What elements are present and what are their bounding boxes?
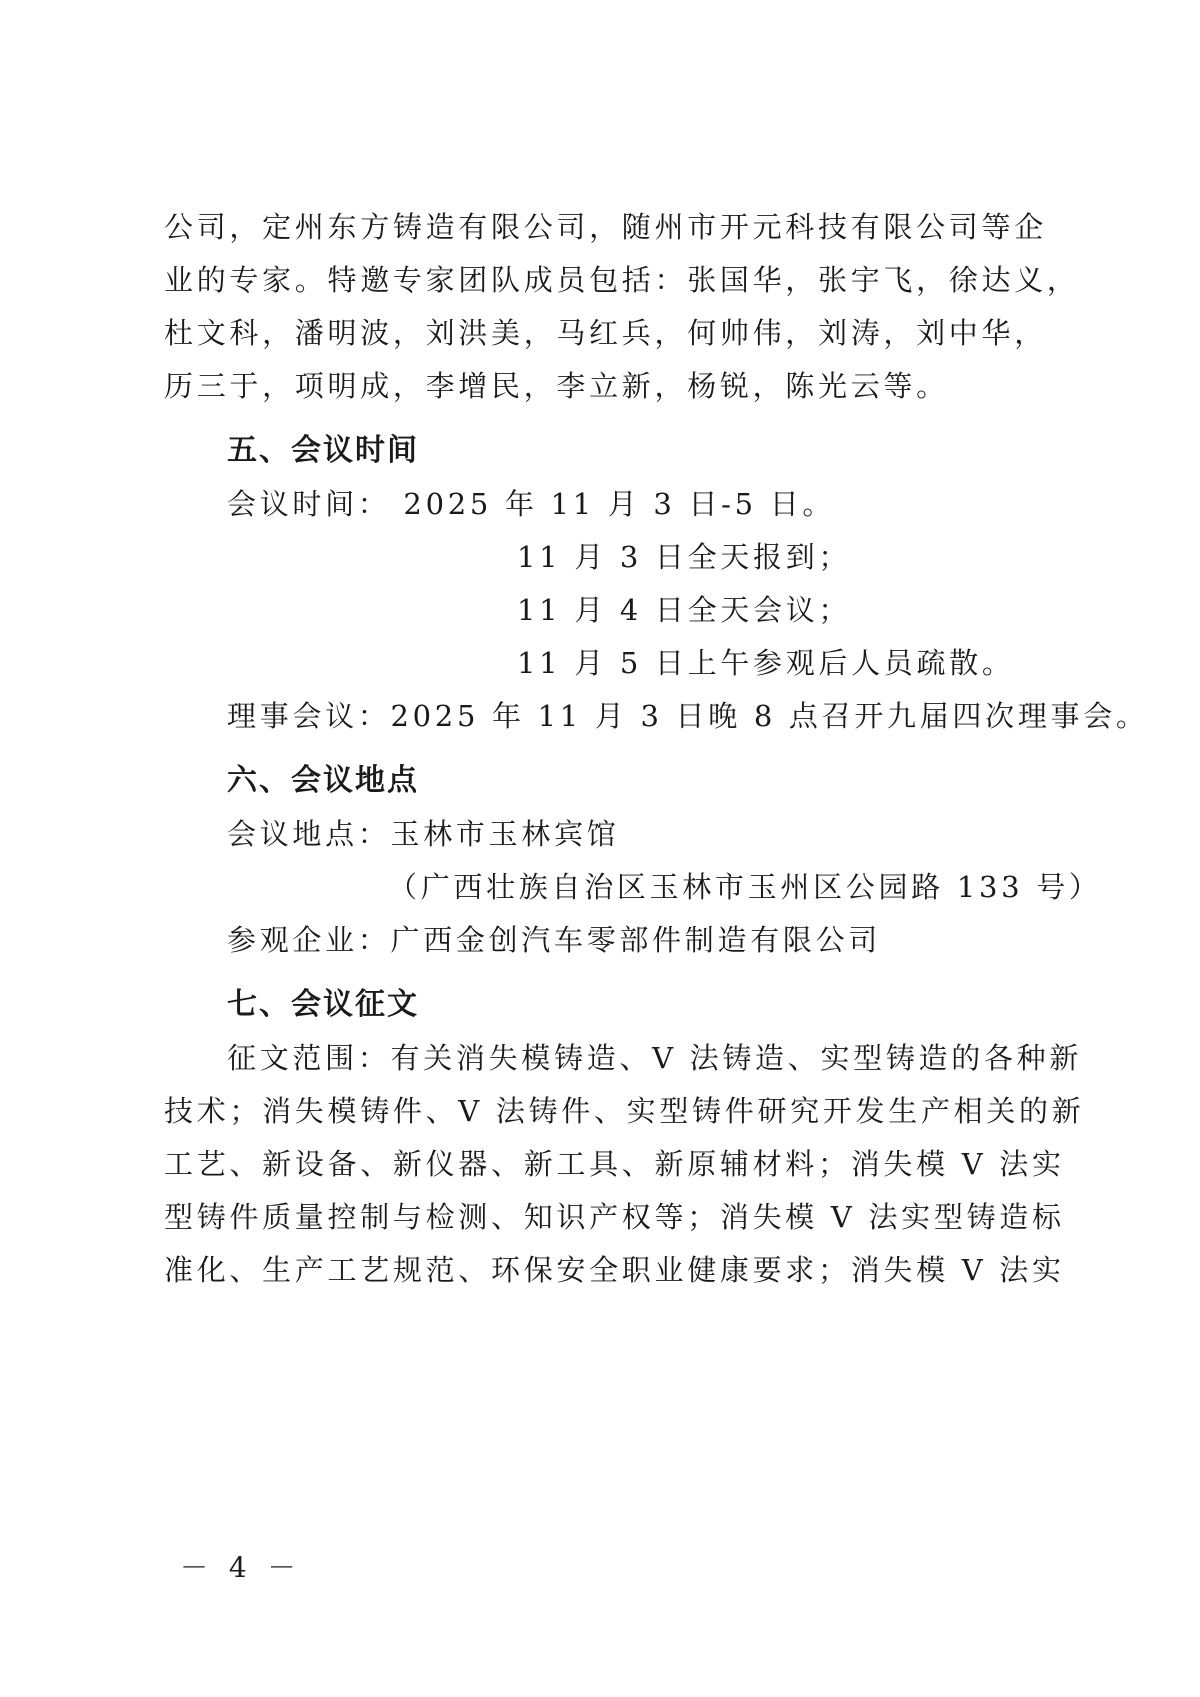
- venue-line: 会议地点：玉林市玉林宾馆: [227, 817, 620, 851]
- paragraph-line: 技术；消失模铸件、V 法铸件、实型铸件研究开发生产相关的新: [164, 1094, 1085, 1128]
- schedule-item: 11 月 5 日上午参观后人员疏散。: [517, 646, 1015, 680]
- section-heading-meeting-venue: 六、会议地点: [227, 763, 419, 798]
- page-number: － 4 －: [180, 1551, 302, 1584]
- paragraph-line: 工艺、新设备、新仪器、新工具、新原辅材料；消失模 V 法实: [164, 1147, 1065, 1181]
- section-heading-call-for-papers: 七、会议征文: [227, 987, 419, 1022]
- section-heading-meeting-time: 五、会议时间: [227, 433, 419, 468]
- schedule-item: 11 月 3 日全天报到；: [517, 540, 852, 574]
- schedule-item: 11 月 4 日全天会议；: [517, 593, 852, 627]
- paragraph-line: 业的专家。特邀专家团队成员包括：张国华，张宇飞，徐达义，: [164, 263, 1080, 297]
- paragraph-line: 公司，定州东方铸造有限公司，随州市开元科技有限公司等企: [164, 210, 1047, 244]
- paragraph-line: 征文范围：有关消失模铸造、V 法铸造、实型铸造的各种新: [227, 1041, 1083, 1075]
- visit-company-line: 参观企业：广西金创汽车零部件制造有限公司: [227, 923, 882, 957]
- paragraph-line: 型铸件质量控制与检测、知识产权等；消失模 V 法实型铸造标: [164, 1200, 1065, 1234]
- board-meeting-line: 理事会议：2025 年 11 月 3 日晚 8 点召开九届四次理事会。: [227, 699, 1149, 733]
- paragraph-line: 历三于，项明成，李增民，李立新，杨锐，陈光云等。: [164, 369, 949, 403]
- meeting-time-line: 会议时间： 2025 年 11 月 3 日-5 日。: [227, 487, 836, 521]
- address-line: （广西壮族自治区玉林市玉州区公园路 133 号）: [388, 870, 1102, 904]
- paragraph-line: 准化、生产工艺规范、环保安全职业健康要求；消失模 V 法实: [164, 1253, 1065, 1287]
- paragraph-line: 杜文科，潘明波，刘洪美，马红兵，何帅伟，刘涛，刘中华，: [164, 316, 1047, 350]
